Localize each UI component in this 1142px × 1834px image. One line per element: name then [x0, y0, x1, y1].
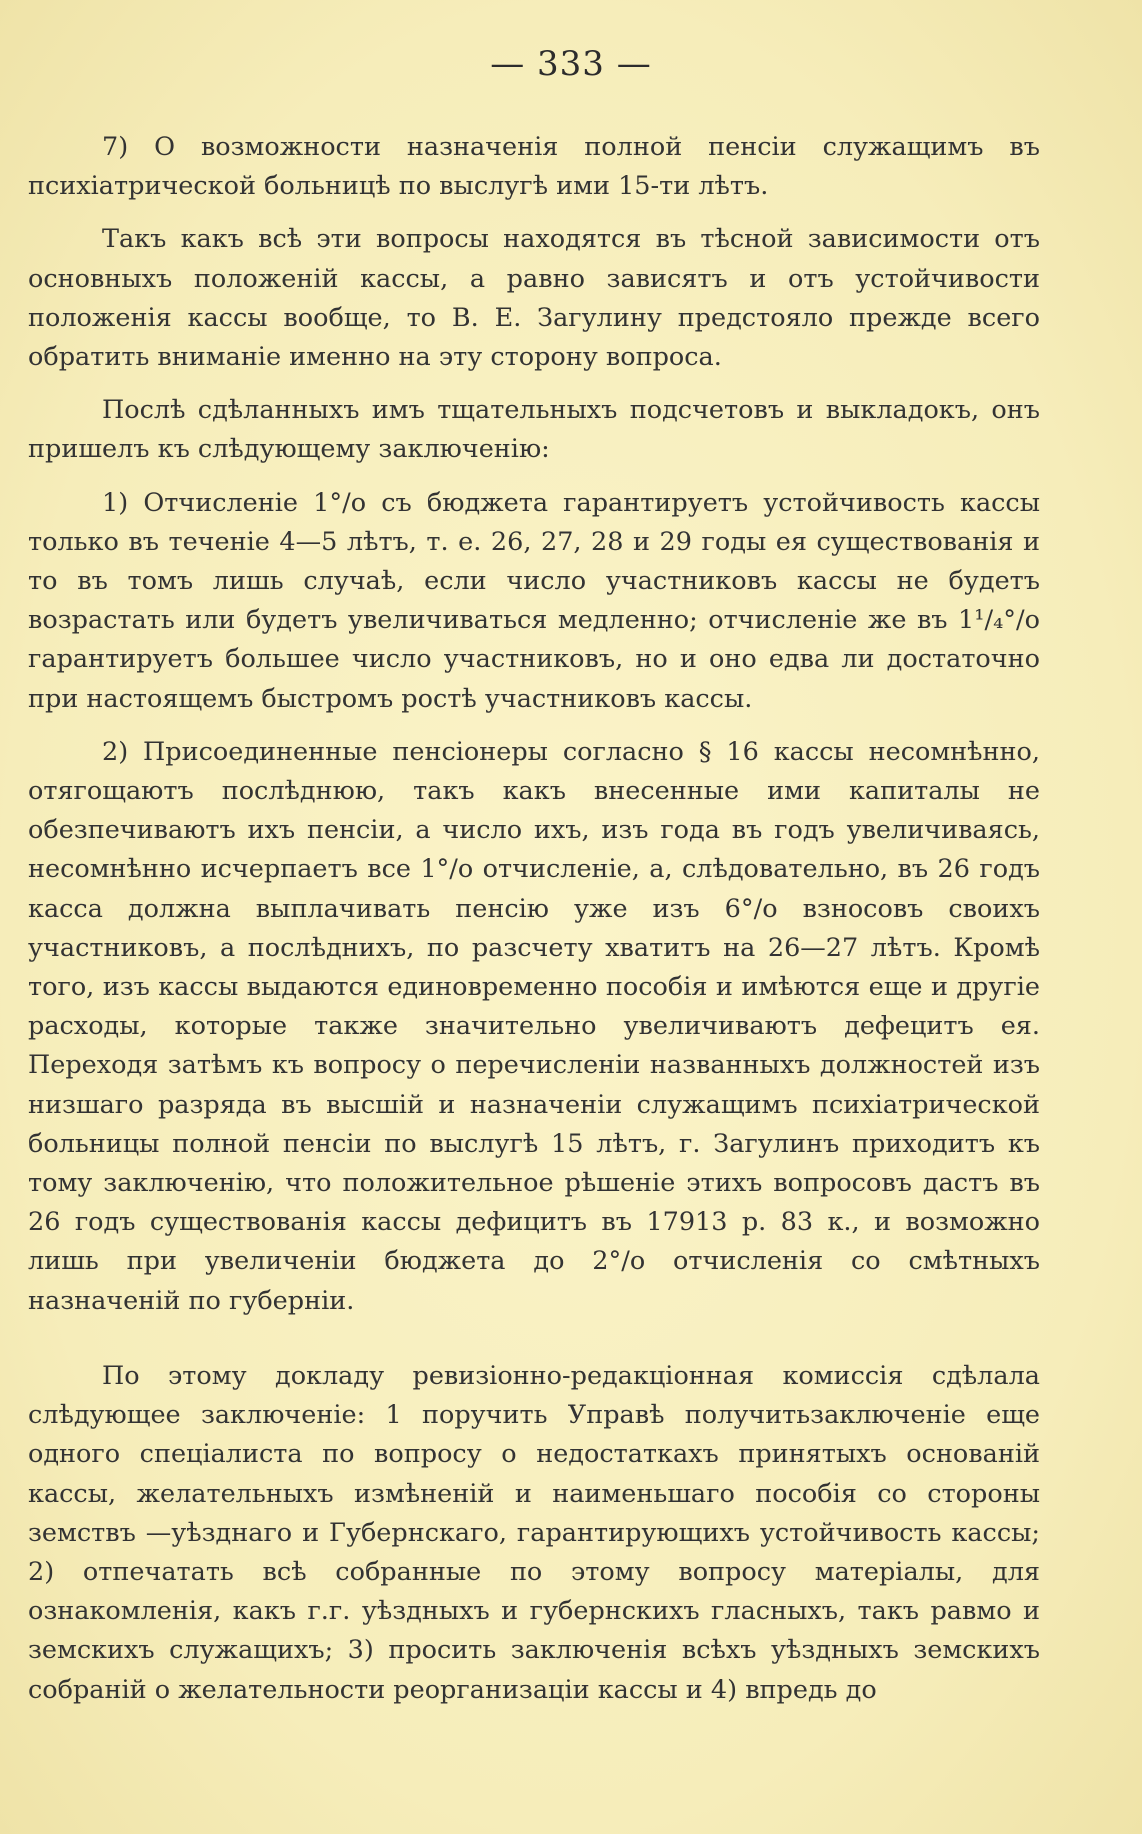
paragraph-item-7: 7) О возможности назначенія полной пенсіи служащимъ въ психіатрической больницѣ по выслугѣ ими 15-ти лѣтъ.: [28, 132, 1040, 202]
page-number: — 333 —: [490, 44, 652, 84]
paragraph-calculations: Послѣ сдѣланныхъ имъ тщательныхъ подсчетовъ и выкладокъ, онъ пришелъ къ слѣдующему заключенію:: [28, 395, 1040, 465]
body-text: [28, 128, 1040, 1724]
paragraph-conclusion-2: 2) Присоединенные пенсіонеры согласно § 16 кассы несомнѣнно, отягощаютъ послѣднюю, такъ какъ внесенные ими капиталы не обезпечиваютъ ихъ пенсіи, а число ихъ, изъ года въ годъ увеличиваясь, несомнѣнно исчерпаетъ все 1°/o отчисленіе, а, слѣдовательно, въ 26 годъ касса должна выплачивать пенсію уже изъ 6°/o взносовъ своихъ участниковъ, а послѣднихъ, по разсчету хватитъ на 26—27 лѣтъ. Кромѣ того, изъ кассы выдаются единовременно пособія и имѣются еще и другіе расходы, которые также значительно увеличиваютъ дефецитъ ея. Переходя затѣмъ къ вопросу о перечисленіи названныхъ должностей изъ низшаго разряда въ высшій и назначеніи служащимъ психіатрической больницы полной пенсіи по выслугѣ 15 лѣтъ, г. Загулинъ приходитъ къ тому заключенію, что положительное рѣшеніе этихъ вопросовъ дастъ въ 26 годъ существованія кассы дефицитъ въ 17913 р. 83 к., и возможно лишь при увеличеніи бюджета до 2°/o отчисленія со смѣтныхъ назначеній по губерніи.: [28, 736, 1040, 1316]
paragraph-commission: По этому докладу ревизіонно-редакціонная комиссія сдѣлала слѣдующее заключеніе: 1 поручить Управѣ получитьзаключеніе еще одного спеціалиста по вопросу о недостаткахъ принятыхъ основаній кассы, желательныхъ измѣненій и наименьшаго пособія со стороны земствъ —уѣзднаго и Губернскаго, гарантирующихъ устойчивость кассы; 2) отпечатать всѣ собранные по этому вопросу матеріалы, для ознакомленія, какъ г.г. уѣздныхъ и губернскихъ гласныхъ, такъ равмо и земскихъ служащихъ; 3) просить заключенія всѣхъ уѣздныхъ земскихъ собраній о желательности реорганизаціи кассы и 4) впредь до: [28, 1360, 1040, 1705]
paragraph-dependency: Такъ какъ всѣ эти вопросы находятся въ тѣсной зависимости отъ основныхъ положеній кассы, а равно зависятъ и отъ устойчивости положенія кассы вообще, то В. Е. Загулину предстояло прежде всего обратить вниманіе именно на эту сторону вопроса.: [28, 224, 1040, 373]
paragraph-conclusion-1: 1) Отчисленіе 1°/o съ бюджета гарантируетъ устойчивость кассы только въ теченіе 4—5 лѣтъ, т. е. 26, 27, 28 и 29 годы ея существованія и то въ томъ лишь случаѣ, если число участниковъ кассы не будетъ возрастать или будетъ увеличиваться медленно; отчисленіе же въ 1¹/₄°/o гарантируетъ большее число участниковъ, но и оно едва ли достаточно при настоящемъ быстромъ ростѣ участниковъ кассы.: [28, 487, 1040, 714]
